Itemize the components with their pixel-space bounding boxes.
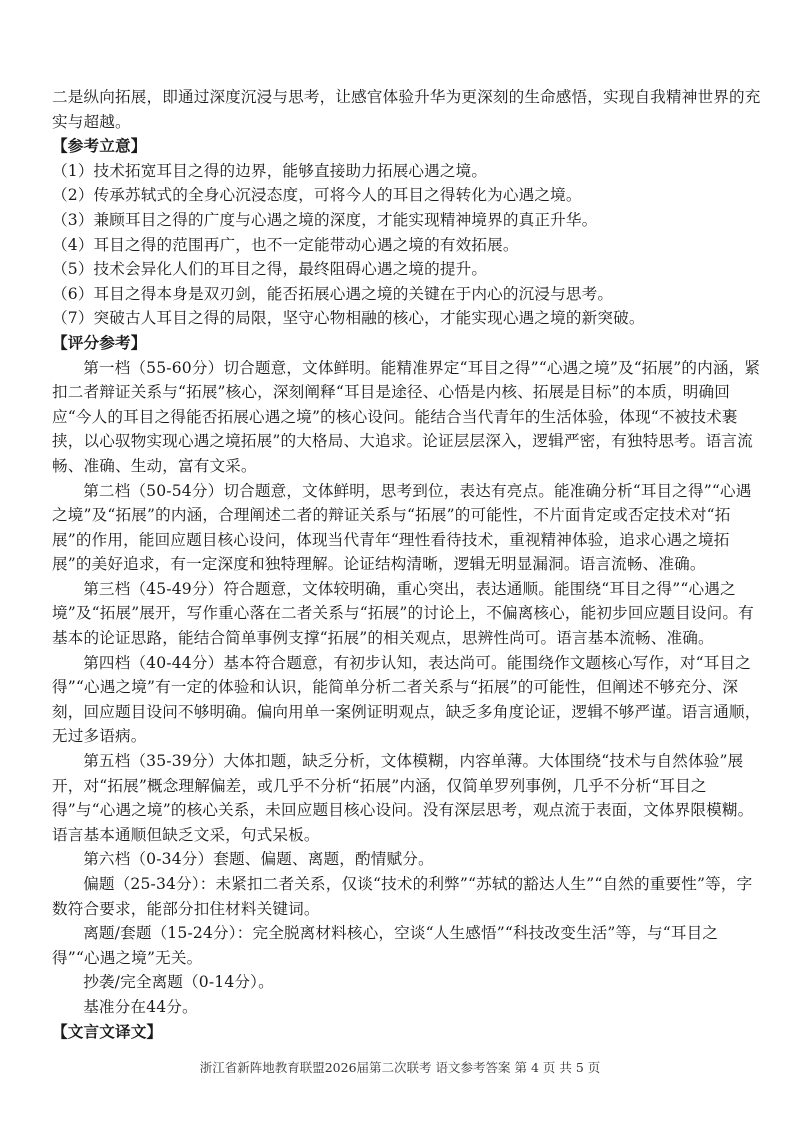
page-content [52,85,762,1044]
reference-theme-heading: 【参考立意】 [52,136,147,156]
intro-paragraph: 二是纵向拓展，即通过深度沉浸与思考，让感官体验升华为更深刻的生命感悟，实现自我精神世界的充实与超越。 [52,88,761,131]
theme-item: （3）兼顾耳目之得的广度与心遇之境的深度，才能实现精神境界的真正升华。 [52,210,598,229]
scoring-heading: 【评分参考】 [52,332,147,352]
scoring-tier-2: 第二档（50-54分）切合题意，文体鲜明，思考到位，表达有亮点。能准确分析“耳目之得”“心遇之境”及“拓展”的内涵，合理阐述二者的辩证关系与“拓展”的可能性，不片面肯定或否定技术对“拓展”的作用，能回应题目核心设问，体现当代青年“理性看待技术，重视精神体验，追求心遇之境拓展”的美好追求，有一定深度和独特理解。论证结构清晰，逻辑无明显漏洞。语言流畅、准确。 [52,481,752,574]
scoring-tier-4: 第四档（40-44分）基本符合题意，有初步认知，表达尚可。能围绕作文题核心写作，对“耳目之得”“心遇之境”有一定的体验和认识，能简单分析二者关系与“拓展”的可能性，但阐述不够充分、深刻，回应题目设问不够明确。偏向用单一案例证明观点，缺乏多角度论证，逻辑不够严谨。语言通顺，无过多语病。 [52,653,761,746]
theme-item: （2）传承苏轼式的全身心沉浸态度，可将今人的耳目之得转化为心遇之境。 [52,186,582,205]
scoring-tier-3: 第三档（45-49分）符合题意，文体较明确，重心突出，表达通顺。能围绕“耳目之得”“心遇之境”及“拓展”展开，写作重心落在二者关系与“拓展”的讨论上，不偏离核心，能初步回应题目设问。有基本的论证思路，能结合简单事例支撑“拓展”的相关观点，思辨性尚可。语言基本流畅、准确。 [52,579,754,648]
scoring-tier-5: 第五档（35-39分）大体扣题，缺乏分析，文体模糊，内容单薄。大体围绕“技术与自然体验”展开，对“拓展”概念理解偏差，或几乎不分析“拓展”内涵，仅简单罗列事例，几乎不分析“耳目之得”与“心遇之境”的核心关系，未回应题目核心设问。没有深层思考，观点流于表面，文体界限模糊。语言基本通顺但缺乏文采，句式呆板。 [52,752,754,844]
translation-heading: 【文言文译文】 [52,1021,163,1041]
scoring-plagiarism: 抄袭/完全离题（0-14分）。 [83,973,274,992]
theme-item: （7）突破古人耳目之得的局限，坚守心物相融的核心，才能实现心遇之境的新突破。 [52,309,645,328]
theme-item: （6）耳目之得本身是双刃剑，能否拓展心遇之境的关键在于内心的沉浸与思考。 [52,284,614,303]
scoring-baseline: 基准分在44分。 [83,997,198,1016]
scoring-tier-1: 第一档（55-60分）切合题意，文体鲜明。能精准界定“耳目之得”“心遇之境”及“拓展”的内涵，紧扣二者辩证关系与“拓展”核心，深刻阐释“耳目是途径、心悟是内核、拓展是目标”的本质，明确回应“今人的耳目之得能否拓展心遇之境”的核心设问。能结合当代青年的生活体验，体现“不被技术裹挟，以心驭物实现心遇之境拓展”的大格局、大追求。论证层层深入，逻辑严密，有独特思考。语言流畅、准确、生动，富有文采。 [52,358,761,475]
theme-item: （5）技术会异化人们的耳目之得，最终阻碍心遇之境的提升。 [52,260,488,279]
scoring-off-topic: 偏题（25-34分）：未紧扣二者关系，仅谈“技术的利弊”“苏轼的豁达人生”“自然的重要性”等，字数符合要求，能部分扣住材料关键词。 [52,875,753,918]
theme-item: （1）技术拓宽耳目之得的边界，能够直接助力拓展心遇之境。 [52,161,488,180]
page-footer: 浙江省新阵地教育联盟2026届第二次联考 语文参考答案 第 4 页 共 5 页 [199,1060,601,1075]
theme-item: （4）耳目之得的范围再广，也不一定能带动心遇之境的有效拓展。 [52,235,519,254]
scoring-tier-6: 第六档（0-34分）套题、偏题、离题，酌情赋分。 [83,850,434,869]
scoring-irrelevant: 离题/套题（15-24分）：完全脱离材料核心，空谈“人生感悟”“科技改变生活”等，与“耳目之得”“心遇之境”无关。 [52,924,719,967]
